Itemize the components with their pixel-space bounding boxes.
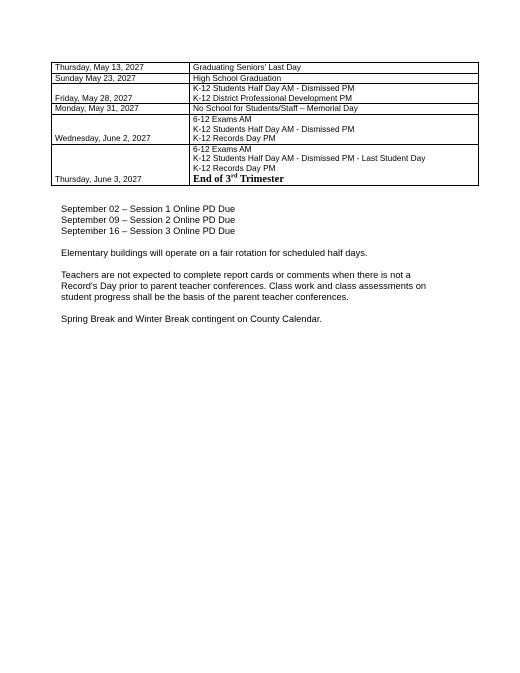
date-cell: Thursday, June 3, 2027 bbox=[52, 144, 190, 185]
end-of-trimester-note bbox=[193, 174, 475, 185]
event-cell bbox=[190, 104, 479, 115]
pd-due-item: September 02 – Session 1 Online PD Due bbox=[61, 204, 236, 214]
date-cell: Thursday, May 13, 2027 bbox=[52, 63, 190, 74]
table-row bbox=[52, 114, 479, 144]
event-line: K-12 Students Half Day AM - Dismissed PM bbox=[193, 123, 355, 134]
event-cell bbox=[190, 144, 479, 185]
event-line: K-12 District Professional Development PM bbox=[193, 92, 353, 103]
table-row bbox=[52, 84, 479, 104]
table-row bbox=[52, 144, 479, 185]
event-line: High School Graduation bbox=[193, 72, 282, 83]
ordinal-suffix: rd bbox=[230, 172, 238, 180]
event-line: 6-12 Exams AM bbox=[193, 113, 252, 124]
event-line: 6-12 Exams AM bbox=[193, 143, 252, 154]
trimester-prefix: End of 3 bbox=[193, 173, 231, 185]
table-row bbox=[52, 63, 479, 74]
report-card-note: Teachers are not expected to complete report cards or comments when there is not a Record's Day prior to parent teacher conferences. Class work and class assessments on student progress shall be the basis of the parent teacher conferences. bbox=[61, 270, 427, 302]
calendar-notes bbox=[61, 204, 441, 336]
break-note: Spring Break and Winter Break contingent on County Calendar. bbox=[61, 314, 322, 324]
event-line: K-12 Records Day PM bbox=[193, 162, 276, 173]
pd-due-item: September 16 – Session 3 Online PD Due bbox=[61, 226, 236, 236]
date-cell: Monday, May 31, 2027 bbox=[52, 104, 190, 115]
half-day-rotation-note: Elementary buildings will operate on a fair rotation for scheduled half days. bbox=[61, 248, 368, 258]
trimester-suffix: Trimester bbox=[237, 173, 284, 185]
event-line: K-12 Records Day PM bbox=[193, 133, 276, 144]
event-line: No School for Students/Staff – Memorial Day bbox=[193, 103, 358, 114]
table-row bbox=[52, 73, 479, 84]
event-line: K-12 Students Half Day AM - Dismissed PM bbox=[193, 83, 355, 94]
pd-due-list bbox=[61, 204, 441, 237]
event-cell bbox=[190, 63, 479, 74]
date-cell: Friday, May 28, 2027 bbox=[52, 84, 190, 104]
table-row bbox=[52, 104, 479, 115]
date-cell: Sunday May 23, 2027 bbox=[52, 73, 190, 84]
event-cell bbox=[190, 84, 479, 104]
schedule-table bbox=[51, 62, 479, 186]
event-cell bbox=[190, 114, 479, 144]
event-line: Graduating Seniors’ Last Day bbox=[193, 62, 302, 72]
event-cell bbox=[190, 73, 479, 84]
event-line: K-12 Students Half Day AM - Dismissed PM - Last Student Day bbox=[193, 153, 426, 164]
date-cell: Wednesday, June 2, 2027 bbox=[52, 114, 190, 144]
pd-due-item: September 09 – Session 2 Online PD Due bbox=[61, 215, 236, 225]
